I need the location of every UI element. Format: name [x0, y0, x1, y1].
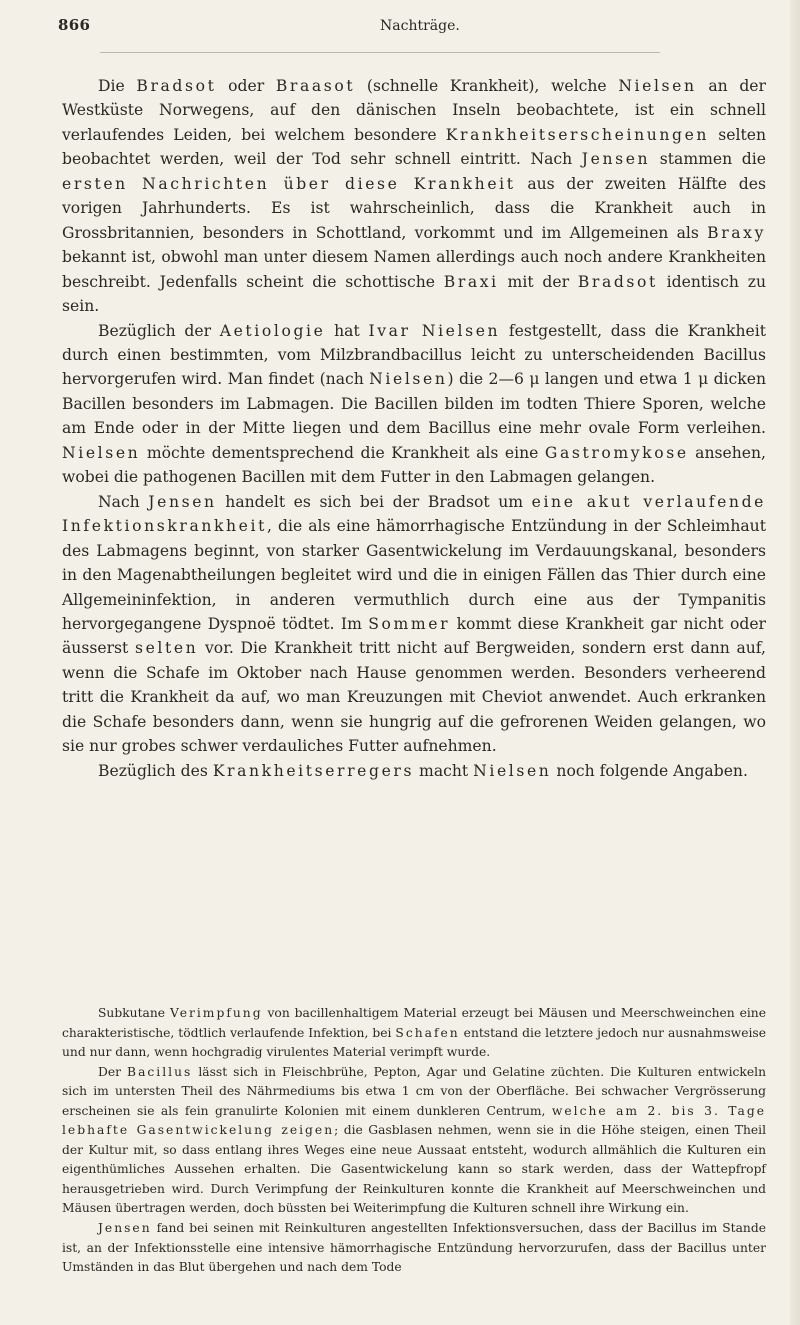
text-run: Nach — [98, 492, 149, 511]
small-paragraph — [62, 1063, 766, 1219]
text-run: handelt es sich bei der Bradsot um — [216, 492, 532, 511]
spaced-text: Braxy — [707, 223, 766, 242]
text-run: identisch zu sein. — [62, 272, 766, 316]
paragraph — [62, 490, 766, 759]
spaced-text: Krankheitserregers — [212, 761, 415, 780]
spaced-text: welche am 2. bis 3. Tage lebhafte Gasentwickelung zeigen — [62, 1103, 766, 1138]
spaced-text: Braasot — [275, 77, 356, 95]
spaced-text: ersten Nachrichten über diese Krankheit — [62, 174, 516, 193]
text-run: Subkutane — [98, 1006, 170, 1020]
running-head: Nachträge. — [380, 18, 460, 34]
spaced-text: Bradsot — [577, 272, 658, 291]
text-run: möchte dementsprechend die Krankheit als eine — [140, 443, 545, 462]
header-rule — [100, 52, 660, 53]
spaced-text: Nielsen — [62, 443, 141, 462]
text-run: vor. Die Krankheit tritt nicht auf Bergweiden, sondern erst dann auf, wenn die Schafe im Oktober nach Hause genommen werden. Besonders verheerend tritt die Krankheit da auf, wo man Kreuzungen mit Cheviot anwendet. Auch erkranken die Schafe besonders dann, wenn sie hungrig auf die gefrorenen Weiden gelangen, wo sie nur grobes schwer verdauliches Futter aufnehmen. — [62, 639, 766, 756]
spaced-text: Verimpfung — [169, 1006, 263, 1020]
paragraph — [62, 319, 766, 490]
text-run: (schnelle Krankheit), welche — [355, 77, 619, 95]
text-run: festgestellt, dass die Krankheit durch einen bestimmten, vom Milzbrandbacillus leicht zu unterscheidenden Bacillus hervorgerufen wird. Man findet (nach — [62, 321, 766, 389]
text-run: stammen die — [650, 150, 766, 169]
spaced-text: Sommer — [368, 614, 451, 633]
spaced-text: Krankheitserscheinungen — [445, 125, 710, 144]
paragraph — [62, 759, 766, 783]
text-run: mit der — [498, 272, 578, 291]
spaced-text: selten — [134, 639, 199, 658]
paragraph — [62, 74, 766, 319]
text-run: oder — [216, 77, 276, 95]
text-run: bekannt ist, obwohl man unter diesem Namen allerdings auch noch andere Krankheiten beschreibt. Jedenfalls scheint die schottische — [62, 248, 766, 291]
text-run: macht — [414, 761, 474, 780]
spaced-text: Nielsen — [473, 761, 552, 780]
page-number: 866 — [58, 16, 91, 34]
page-header — [58, 16, 748, 44]
text-run: ; die Gasblasen nehmen, wenn sie in die Höhe steigen, einen Theil der Kultur mit, so dass entlang ihres Weges eine neue Aussaat entsteht, wodurch allmählich die Kulturen ein eigenthümliches Aussehen erhalten. Die Gasentwickelung kann so stark werden, dass der Wattepfropf herausgetrieben wird. Durch Verimpfung der Reinkulturen konnte die Krankheit auf Meerschweinchen und Mäusen übertragen werden, doch büssten bei Weiterimpfung die Kulturen schnell ihre Wirkung ein. — [62, 1123, 767, 1216]
spaced-text: Nielsen — [369, 370, 448, 389]
main-text — [62, 74, 766, 783]
text-run: ansehen, wobei die pathogenen Bacillen mit dem Futter in den Labmagen gelangen. — [62, 443, 766, 487]
small-paragraph — [62, 1004, 766, 1063]
text-run: Die — [98, 77, 137, 95]
text-run: kommt diese Krankheit gar nicht oder äusserst — [62, 614, 766, 658]
text-run: entstand die letztere jedoch nur ausnahmsweise und nur dann, wenn hochgradig virulentes Material verimpft wurde. — [62, 1025, 766, 1060]
spaced-text: Jensen — [148, 492, 217, 511]
spaced-text: Braxi — [443, 272, 499, 291]
text-run: Bezüglich der — [98, 321, 220, 340]
text-run: , die als eine hämorrhagische Entzündung in der Schleimhaut des Labmagens beginnt, von starker Gasentwickelung im Verdauungskanal, besonders in den Magenabtheilungen begleitet wird und die in einigen Fällen das Thier durch eine Allgemeininfektion, in anderen vermuthlich durch eine aus der Tympanitis hervorgegangene Dyspnoë tödtet. Im — [62, 517, 766, 633]
small-paragraph — [62, 1219, 766, 1278]
spaced-text: Bradsot — [136, 77, 217, 95]
small-print-text — [62, 1004, 766, 1278]
text-run: noch folgende Angaben. — [551, 761, 748, 780]
text-run: hat — [325, 321, 369, 340]
text-run: ) die 2—6 μ langen und etwa 1 μ dicken Bacillen besonders im Labmagen. Die Bacillen bilden im todten Thiere Sporen, welche am Ende oder in der Mitte liegen und dem Bacillus eine mehr ovale Form verleihen. — [62, 370, 766, 438]
text-run: lässt sich in Fleischbrühe, Pepton, Agar und Gelatine züchten. Die Kulturen entwickeln sich im untersten Theil des Nährmediums bis etwa 1 cm von der Oberfläche. Bei schwacher Vergrösserung erscheinen sie als fein granulirte Kolonien mit einem dunkleren Centrum, — [62, 1064, 766, 1118]
spaced-text: eine akut verlaufende Infektionskrankheit — [62, 492, 766, 536]
page-edge — [790, 0, 800, 1325]
spaced-text: Jensen — [98, 1221, 152, 1236]
text-run: selten beobachtet werden, weil der Tod sehr schnell eintritt. Nach — [62, 125, 767, 169]
spaced-text: Gastromykose — [544, 443, 689, 462]
text-run: fand bei seinen mit Reinkulturen angestellten Infektionsversuchen, dass der Bacillus im Stande ist, an der Infektionsstelle eine intensive hämorrhagische Entzündung hervorzurufen, dass der Bacillus unter Umständen in das Blut übergehen und nach dem Tode — [62, 1221, 766, 1275]
spaced-text: Nielsen — [618, 77, 697, 95]
text-run: Bezüglich des — [98, 761, 213, 780]
spaced-text: Aetiologie — [219, 321, 326, 340]
spaced-text: Jensen — [581, 150, 651, 169]
spaced-text: Bacillus — [127, 1064, 193, 1079]
text-run: Der — [98, 1064, 128, 1079]
spaced-text: Ivar Nielsen — [368, 321, 501, 340]
spaced-text: Schafen — [395, 1025, 460, 1040]
text-run: von bacillenhaltigem Material erzeugt bei Mäusen und Meerschweinchen eine charakteristische, tödtlich verlaufende Infektion, bei — [62, 1006, 766, 1040]
text-run: aus der zweiten Hälfte des vorigen Jahrhunderts. Es ist wahrscheinlich, dass die Krankheit auch in Grossbritannien, besonders in Schottland, vorkommt und im Allgemeinen als — [62, 174, 766, 242]
text-run: an der Westküste Norwegens, auf den dänischen Inseln beobachtete, ist ein schnell verlaufendes Leiden, bei welchem besondere — [62, 77, 766, 144]
